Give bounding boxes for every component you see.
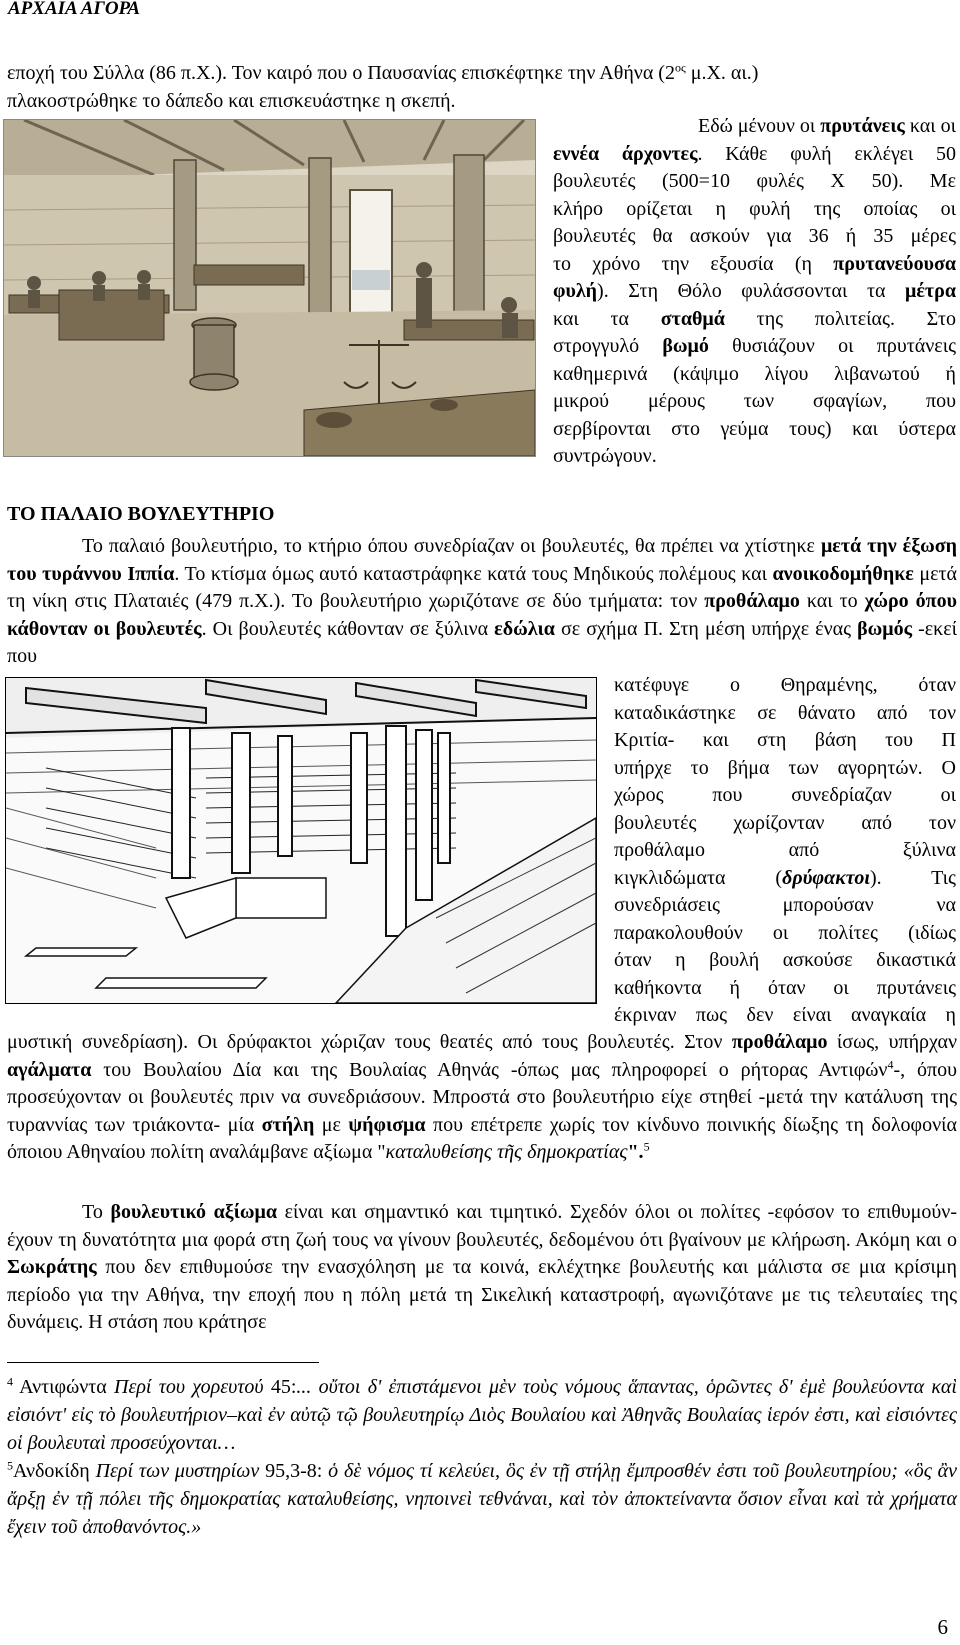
continued-paragraph: μυστική συνεδρίαση). Οι δρύφακτοι χώριζαν τους θεατές από τους βουλευτές. Στον προθάλαμο ίσως, υπήρχαν αγάλματα του Βουλαίου Δία και της Βουλαίας Αθηνάς -όπως μας πληροφορεί ο ρήτορας Αντιφών$^4$-, όπου προσεύχονταν οι βουλευτές πριν να συνεδριάσουν. Μπροστά στο βουλευτήριο είχε στηθεί -μετά την κατάλυση της τυραννίας των τριάκοντα- μία στήλη με ψήφισμα που επέτρεπε χωρίς τον κίνδυνο ποινικής δίωξης τη δολοφονία όποιου Αθηναίου πολίτη αναλάμβανε αξίωμα "καταλυθείσης τῆς δημοκρατίας".$^5$: [7, 1031, 958, 1163]
bouleuterion-text: κατέφυγε ο Θηραμένης, όταν καταδικάστηκε σε θάνατο από τον Κριτία- και στη βάση του Π υπήρχε το βήμα των αγορητών. Ο χώρος που συνεδρίαζαν οι βουλευτές χωρίζονταν από τον προθάλαμο από ξύλινα κιγκλιδώματα (δρύφακτοι). Τις συνεδριάσεις μπορούσαν να παρακολουθούν οι πολίτες (ιδίως όταν η βουλή ασκούσε δικαστικά καθήκοντα ή όταν οι πρυτάνεις έκριναν πως δεν είναι αναγκαία η: [614, 674, 956, 1026]
tholos-illustration: [3, 119, 536, 457]
intro-paragraph: εποχή του Σύλλα (86 π.Χ.). Τον καιρό που ο Παυσανίας επισκέφτηκε την Αθήνα ($2^{o\varsigma}$ μ.Χ. αι.) πλακοστρώθηκε το δάπεδο και επισκευάστηκε η σκεπή.: [7, 60, 759, 112]
tholos-drawing: [4, 120, 535, 456]
tholos-text: Εδώ μένουν οι πρυτάνεις και οι εννέα άρχοντες. Κάθε φυλή εκλέγει 50 βουλευτές (500=10 φυλές Χ 50). Με κλήρο ορίζεται η φυλή της οποίας οι βουλευτές θα ασκούν για 36 ή 35 μέρες το χρόνο την εξουσία (η πρυτανεύουσα φυλή). Στη Θόλο φυλάσσονται τα μέτρα και τα σταθμά της πολιτείας. Στο στρογγυλό βωμό θυσιάζουν οι πρυτάνεις καθημερινά (κάψιμο λίγου λιβανωτού ή μικρού μέρους των σφαγίων, που σερβίρονται στο γεύμα τους) και ύστερα συντρώγουν.: [553, 115, 956, 467]
section-heading: ΤΟ ΠΑΛΑΙΟ ΒΟΥΛΕΥΤΗΡΙΟ: [7, 503, 275, 525]
footnote-5: $^5$Ανδοκίδη Περί των μυστηρίων 95,3-8: ὁ δὲ νόμος τί κελεύει, ὃς ἐν τῇ στήλῃ ἔμπροσθέν ἐστι τοῦ βουλευτηρίου; «ὃς ἂν ἄρξῃ ἐν τῇ πόλει τῆς δημοκρατίας καταλυθείσης, νηποινεὶ τεθνάναι, καὶ τὸν ἀποκτείναντα ὅσιον εἶναι καὶ τὰ χρήματα ἔχειν τοῦ ἀποθανόντος.»: [7, 1458, 958, 1538]
footnote-4: $^4$ Αντιφώντα Περί του χορευτού 45:... οὔτοι δ' ἐπιστάμενοι μὲν τοὺς νόμους ἅπαντας, ὁρῶντες δ' ἐμὲ βουλεύοντα καὶ εἰσιόντ' εἰς τὸ βουλευτήριον–καὶ ἐν αὐτῷ τῷ βουλευτηρίῳ Διὸς Βουλαίου καὶ Ἀθηνᾶς Βουλαίας ἱερόν ἐστι, καὶ εἰσιόντες οἱ βουλευταὶ προσεύχονται…: [7, 1374, 957, 1454]
footnote-ref-5[interactable]: 5: [643, 1139, 650, 1154]
bouleuterion-illustration: [5, 677, 597, 1004]
page-number: 6: [937, 1615, 948, 1639]
running-header: ΑΡΧΑΙΑ ΑΓΟΡΑ: [8, 0, 141, 19]
bouleuterion-drawing: [6, 678, 596, 1003]
council-office-paragraph: Το βουλευτικό αξίωμα είναι και σημαντικό και τιμητικό. Σχεδόν όλοι οι πολίτες -εφόσον το επιθυμούν- έχουν τη δυνατότητα μια φορά στη ζωή τους να γίνουν βουλευτές, δεδομένου ότι βγαίνουν με κλήρωση. Ακόμη και ο Σωκράτης που δεν επιθυμούσε την ενασχόληση με τα κοινά, εκλέχτηκε βουλευτής και μάλιστα σε μια κρίσιμη περίοδο για την Αθήνα, την εποχή που η πόλη μετά τη Σικελική καταστροφή, αγωνιζότανε με τις τελευταίες της δυνάμεις. Η στάση που κράτησε: [7, 1201, 958, 1333]
footnote-ref-4[interactable]: 4: [887, 1056, 894, 1071]
footnote-separator: [7, 1362, 319, 1363]
bouleuterion-paragraph: Το παλαιό βουλευτήριο, το κτήριο όπου συνεδρίαζαν οι βουλευτές, θα πρέπει να χτίστηκε μετά την έξωση του τυράννου Ιππία. Το κτίσμα όμως αυτό καταστράφηκε κατά τους Μηδικούς πολέμους και ανοικοδομήθηκε μετά τη νίκη στις Πλαταιές (479 π.Χ.). Το βουλευτήριο χωριζότανε σε δύο τμήματα: τον προθάλαμο και το χώρο όπου κάθονταν οι βουλευτές. Οι βουλευτές κάθονταν σε ξύλινα εδώλια σε σχήμα Π. Στη μέση υπήρχε ένας βωμός -εκεί που: [7, 535, 957, 667]
